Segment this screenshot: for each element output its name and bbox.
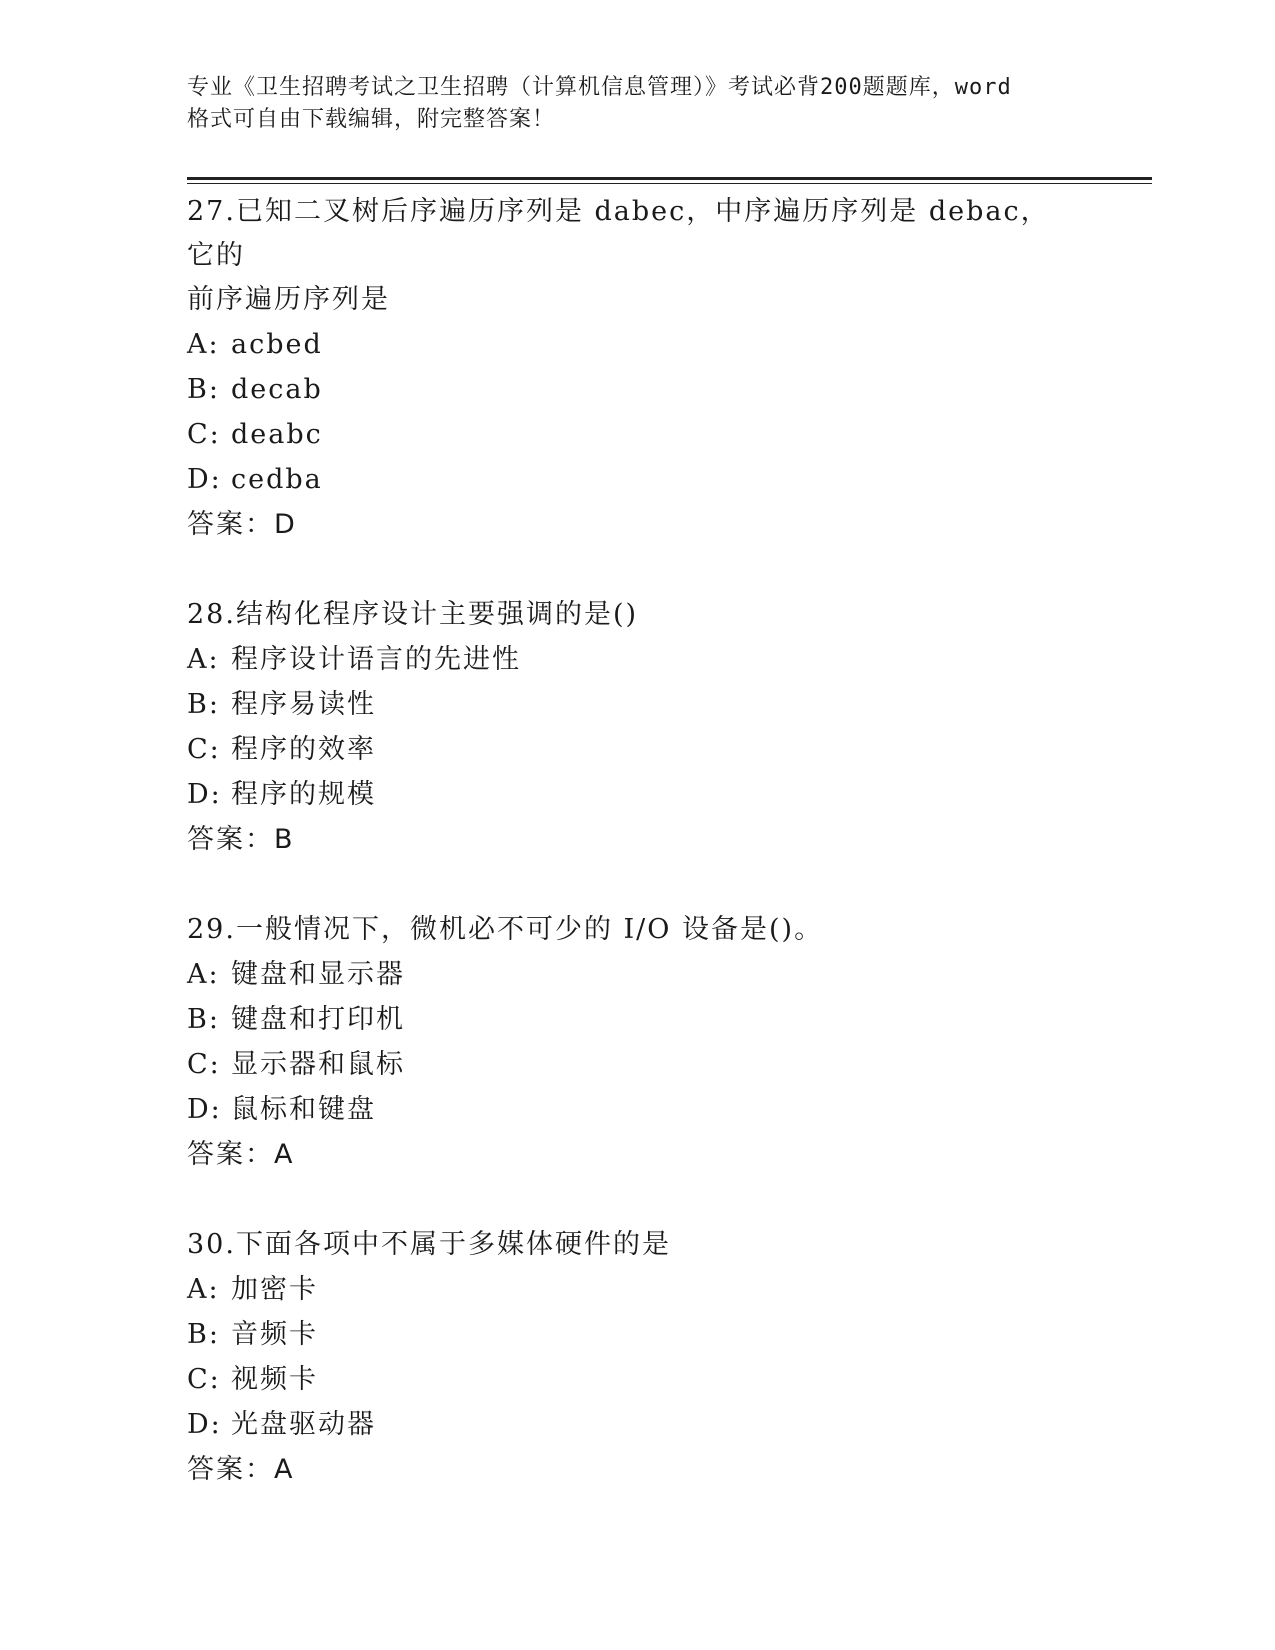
option-letter: C: [187,734,221,765]
option-text: cedba [231,464,323,495]
question-stem [187,908,1067,952]
option-text: 鼠标和键盘 [231,1094,376,1125]
question-list [187,190,1067,1538]
question-29 [187,908,1067,1178]
option-text: 音频卡 [231,1319,318,1350]
question-stem-line-1: 30.下面各项中不属于多媒体硬件的是 [187,1229,671,1260]
option-text: 程序设计语言的先进性 [231,644,521,675]
option-text: 显示器和鼠标 [231,1049,405,1080]
option-letter: A: [187,1274,220,1305]
option-letter: B: [187,689,220,720]
question-27 [187,190,1067,548]
header-divider-thin [187,183,1152,184]
option-text: 程序易读性 [231,689,376,720]
question-stem-line-1: 27.已知二叉树后序遍历序列是 dabec，中序遍历序列是 debac，它的 [187,196,1050,271]
question-stem [187,593,1067,637]
option-letter: D: [187,1094,222,1125]
option-c [187,1357,1067,1402]
option-letter: A: [187,959,220,990]
document-header [187,72,1087,136]
option-letter: D: [187,779,222,810]
option-letter: A: [187,644,220,675]
option-letter: A: [187,329,220,360]
option-text: acbed [231,329,323,360]
option-text: 视频卡 [231,1364,318,1395]
option-letter: C: [187,419,221,450]
question-stem [187,190,1067,322]
answer-line: 答案：A [187,1454,295,1485]
option-letter: B: [187,1004,220,1035]
option-letter: D: [187,464,222,495]
option-b [187,682,1067,727]
question-28 [187,593,1067,863]
header-line-2: 格式可自由下载编辑，附完整答案！ [187,107,556,132]
question-stem-line-1: 28.结构化程序设计主要强调的是() [187,599,639,630]
option-text: 程序的效率 [231,734,376,765]
option-letter: B: [187,1319,220,1350]
answer-line: 答案：D [187,509,297,540]
option-letter: D: [187,1409,222,1440]
option-d [187,772,1067,817]
option-a [187,1267,1067,1312]
option-text: 键盘和显示器 [231,959,405,990]
option-letter: C: [187,1049,221,1080]
option-letter: C: [187,1364,221,1395]
question-30 [187,1223,1067,1493]
option-b [187,367,1067,412]
option-c [187,1042,1067,1087]
question-stem-line-1: 29.一般情况下，微机必不可少的 I/O 设备是()。 [187,914,824,945]
question-stem [187,1223,1067,1267]
answer-line: 答案：B [187,824,295,855]
header-divider-thick [187,177,1152,180]
option-d [187,1402,1067,1447]
option-text: decab [231,374,323,405]
option-b [187,1312,1067,1357]
option-a [187,637,1067,682]
option-c [187,412,1067,457]
option-a [187,322,1067,367]
option-text: 程序的规模 [231,779,376,810]
option-a [187,952,1067,997]
answer-line: 答案：A [187,1139,295,1170]
option-b [187,997,1067,1042]
option-text: 加密卡 [231,1274,318,1305]
question-stem-line-2: 前序遍历序列是 [187,284,390,315]
option-letter: B: [187,374,220,405]
option-text: 光盘驱动器 [231,1409,376,1440]
option-d [187,1087,1067,1132]
option-text: 键盘和打印机 [231,1004,405,1035]
option-c [187,727,1067,772]
option-text: deabc [231,419,323,450]
option-d [187,457,1067,502]
header-line-1: 专业《卫生招聘考试之卫生招聘（计算机信息管理）》考试必背200题题库，word [187,75,1012,100]
